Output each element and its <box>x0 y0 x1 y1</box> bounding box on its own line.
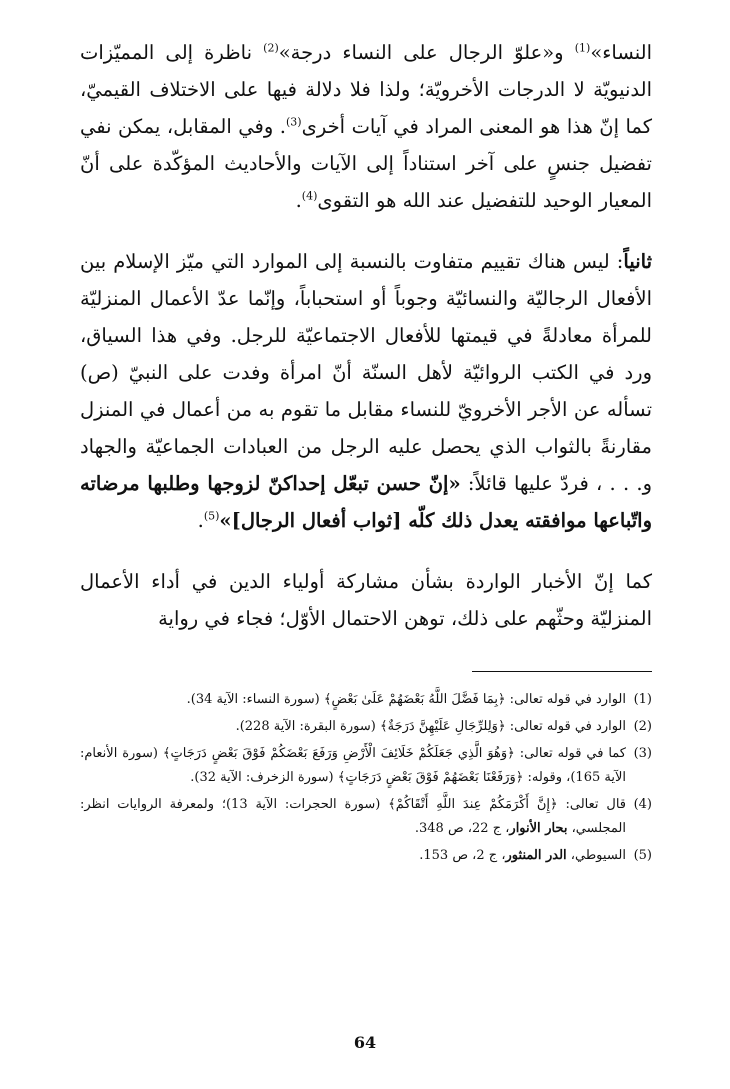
footnotes <box>80 688 652 868</box>
book-title: الدر المنثور <box>505 848 567 863</box>
footnote <box>80 688 652 712</box>
footnote-ref: (2) <box>263 41 279 55</box>
footnote-divider <box>472 671 652 672</box>
section-label: ثانياً <box>623 250 652 273</box>
footnote <box>80 742 652 790</box>
footnote-number: (3) <box>633 746 652 761</box>
footnote <box>80 844 652 868</box>
paragraph: ثانياً: ليس هناك تقييم متفاوت بالنسبة إلى الموارد التي ميّز الإسلام بين الأفعال الرجاليّة والنسائيّة وجوباً أو استحباباً، وإنّما عدّ الأعمال المنزليّة للمرأة معادلةً في قيمتها للأفعال الاجتماعيّة للرجل. وفي هذا السياق، ورد في الكتب الروائيّة لأهل السنّة أنّ امرأة وفدت على النبيّ (ص) تسأله عن الأجر الأخرويّ للنساء مقابل ما تقوم به من أعمال في المنزل مقارنةً بالثواب الذي يحصل عليه الرجل من العبادات الجماعيّة والجهاد و. . . ، فردّ عليها قائلاً: «إنّ حسن تبعّل إحداكنّ لزوجها وطلبها مرضاته واتّباعها موافقته يعدل ذلك كلّه [ثواب أفعال الرجال]»$^{(5)}$. <box>80 250 652 532</box>
page-number: 64 <box>353 1033 377 1052</box>
footnote-text: الوارد في قوله تعالى: ﴿بِمَا فَضَّلَ اللَّهُ بَعْضَهُمْ عَلَىٰ بَعْضٍ﴾ (سورة النساء: الآية 34). <box>186 692 626 707</box>
footnote-ref: (3) <box>285 115 302 129</box>
footnote-text: السيوطي، الدر المنثور، ج 2، ص 153. <box>419 848 626 863</box>
paragraph: كما إنّ الأخبار الواردة بشأن مشاركة أولياء الدين في أداء الأعمال المنزليّة وحثّهم على ذلك، توهن الاحتمال الأوّل؛ فجاء في رواية <box>80 570 652 630</box>
footnote-ref: (4) <box>301 189 318 203</box>
footnote-text: الوارد في قوله تعالى: ﴿وَلِلرِّجَالِ عَلَيْهِنَّ دَرَجَةٌ﴾ (سورة البقرة: الآية 228). <box>235 719 626 734</box>
footnote-number: (2) <box>633 719 652 734</box>
body-text <box>80 34 652 637</box>
footnote <box>80 793 652 841</box>
footnote-ref: (5) <box>203 509 220 523</box>
footnote-number: (4) <box>633 797 652 812</box>
hadith-quote: «إنّ حسن تبعّل إحداكنّ لزوجها وطلبها مرضاته واتّباعها موافقته يعدل ذلك كلّه [ثواب أفعال الرجال]» <box>80 472 652 532</box>
footnote-text: قال تعالى: ﴿إِنَّ أَكْرَمَكُمْ عِندَ اللَّهِ أَتْقَاكُمْ﴾ (سورة الحجرات: الآية 13)؛ ولمعرفة الروايات انظر: المجلسي، بحار الأنوار، ج 22، ص 348. <box>80 797 627 836</box>
book-title: بحار الأنوار <box>509 821 568 836</box>
footnote-text: كما في قوله تعالى: ﴿وَهُوَ الَّذِي جَعَلَكُمْ خَلَائِفَ الْأَرْضِ وَرَفَعَ بَعْضَكُمْ فَوْقَ بَعْضٍ دَرَجَاتٍ﴾ (سورة الأنعام: الآية 165)، وقوله: ﴿وَرَفَعْنَا بَعْضَهُمْ فَوْقَ بَعْضٍ دَرَجَاتٍ﴾ (سورة الزخرف: الآية 32). <box>80 746 626 785</box>
footnote-number: (5) <box>633 848 652 863</box>
footnote <box>80 715 652 739</box>
footnote-ref: (1) <box>574 41 591 55</box>
footnote-number: (1) <box>633 692 652 707</box>
paragraph: النساء»$^{(1)}$ و«علوّ الرجال على النساء درجة»$^{(2)}$ ناظرة إلى المميّزات الدنيويّة لا الدرجات الأخرويّة؛ ولذا فلا دلالة فيها على الاختلاف القيميّ، كما إنّ هذا هو المعنى المراد في آيات أخرى$^{(3)}$. وفي المقابل، يمكن نفي تفضيل جنسٍ على آخر استناداً إلى الآيات والأحاديث المؤكّدة على أنّ المعيار الوحيد للتفضيل عند الله هو التقوى$^{(4)}$. <box>80 41 652 212</box>
